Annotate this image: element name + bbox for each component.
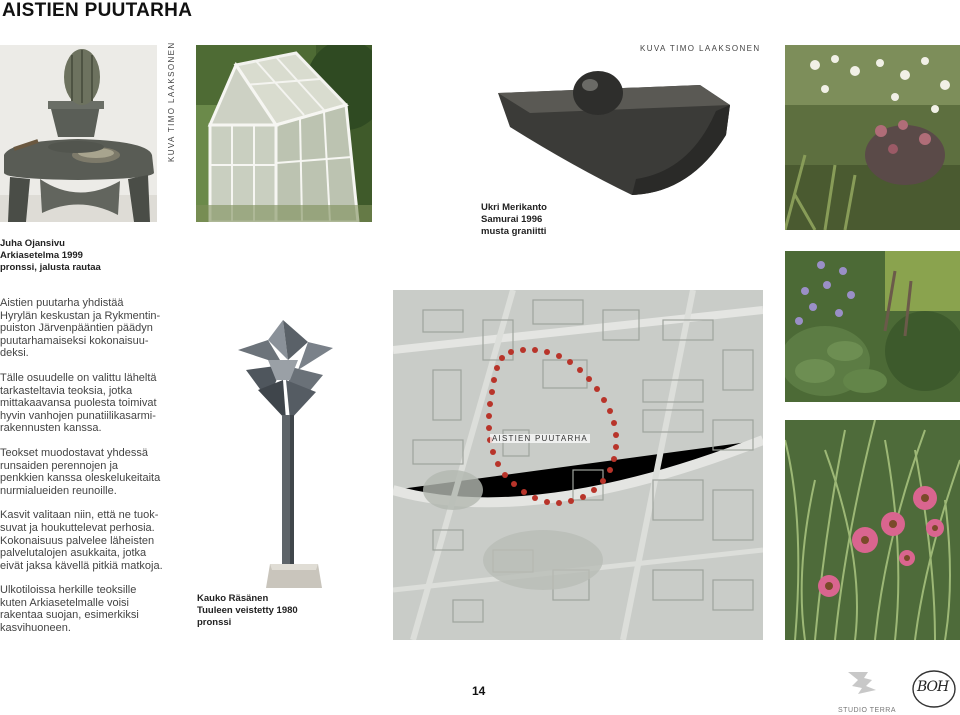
photo-perennials-top	[785, 45, 960, 230]
paragraph-2: Tälle osuudelle on valittu läheltä tarkasteltavia teoksia, jotka mittakaavansa puolesta toimivat hyvin vanhojen punatiilikasarmi- rakennusten kanssa.	[0, 371, 157, 435]
photo-hostas	[785, 251, 960, 402]
site-map	[393, 290, 763, 640]
caption-material: pronssi, jalusta rautaa	[0, 262, 101, 273]
photo-credit-vertical: KUVA TIMO LAAKSONEN	[167, 41, 176, 162]
photo-arkiasetelma	[0, 45, 157, 222]
body-text	[0, 297, 190, 647]
caption-material: musta graniitti	[481, 226, 547, 237]
paragraph-5: Ulkotiloissa herkille teoksille kuten Arkiasetelmalle voisi rakentaa suojan, esimerkiksi kasvihuoneen.	[0, 584, 139, 635]
boh-monogram-logo	[910, 668, 958, 710]
caption-artist: Ukri Merikanto	[481, 202, 547, 213]
photo-echinacea	[785, 420, 960, 640]
studio-terra-mark	[838, 668, 898, 700]
paragraph-3: Teokset muodostavat yhdessä runsaiden perennojen ja penkkien kanssa oleskelukeitaita nurmialueiden reunoille.	[0, 446, 161, 497]
photo-greenhouse	[196, 45, 372, 222]
caption-work: Tuuleen veistetty 1980	[197, 605, 298, 616]
paragraph-4: Kasvit valitaan niin, että ne tuok- suvat ja houkuttelevat perhosia. Kokonaisuus palvelee läheisten palvelutalojen asukkaita, jotka eivät jaksa kävellä pitkiä matkoja.	[0, 509, 163, 572]
photo-samurai	[490, 55, 740, 200]
caption-material: pronssi	[197, 617, 232, 628]
boh-monogram-text: BOH	[917, 679, 949, 695]
caption-ojansivu	[0, 238, 101, 274]
caption-rasanen	[197, 593, 298, 629]
page-title: AISTIEN PUUTARHA	[2, 0, 193, 21]
page-number: 14	[472, 684, 486, 698]
map-label: AISTIEN PUUTARHA	[492, 434, 588, 443]
caption-work: Arkiasetelma 1999	[0, 250, 83, 261]
caption-work: Samurai 1996	[481, 214, 543, 225]
studio-terra-text: STUDIO TERRA	[838, 707, 896, 714]
caption-artist: Kauko Räsänen	[197, 593, 269, 604]
paragraph-1: Aistien puutarha yhdistää Hyrylän keskustan ja Rykmentin- puiston Järvenpääntien päädyn puutarhamaiseksi kokonaisuu- deksi.	[0, 297, 161, 360]
caption-merikanto	[481, 202, 547, 238]
photo-tuuleen-veistetty	[228, 320, 338, 592]
caption-artist: Juha Ojansivu	[0, 238, 65, 249]
studio-terra-logo	[838, 668, 898, 712]
photo-credit-top: KUVA TIMO LAAKSONEN	[640, 44, 761, 53]
